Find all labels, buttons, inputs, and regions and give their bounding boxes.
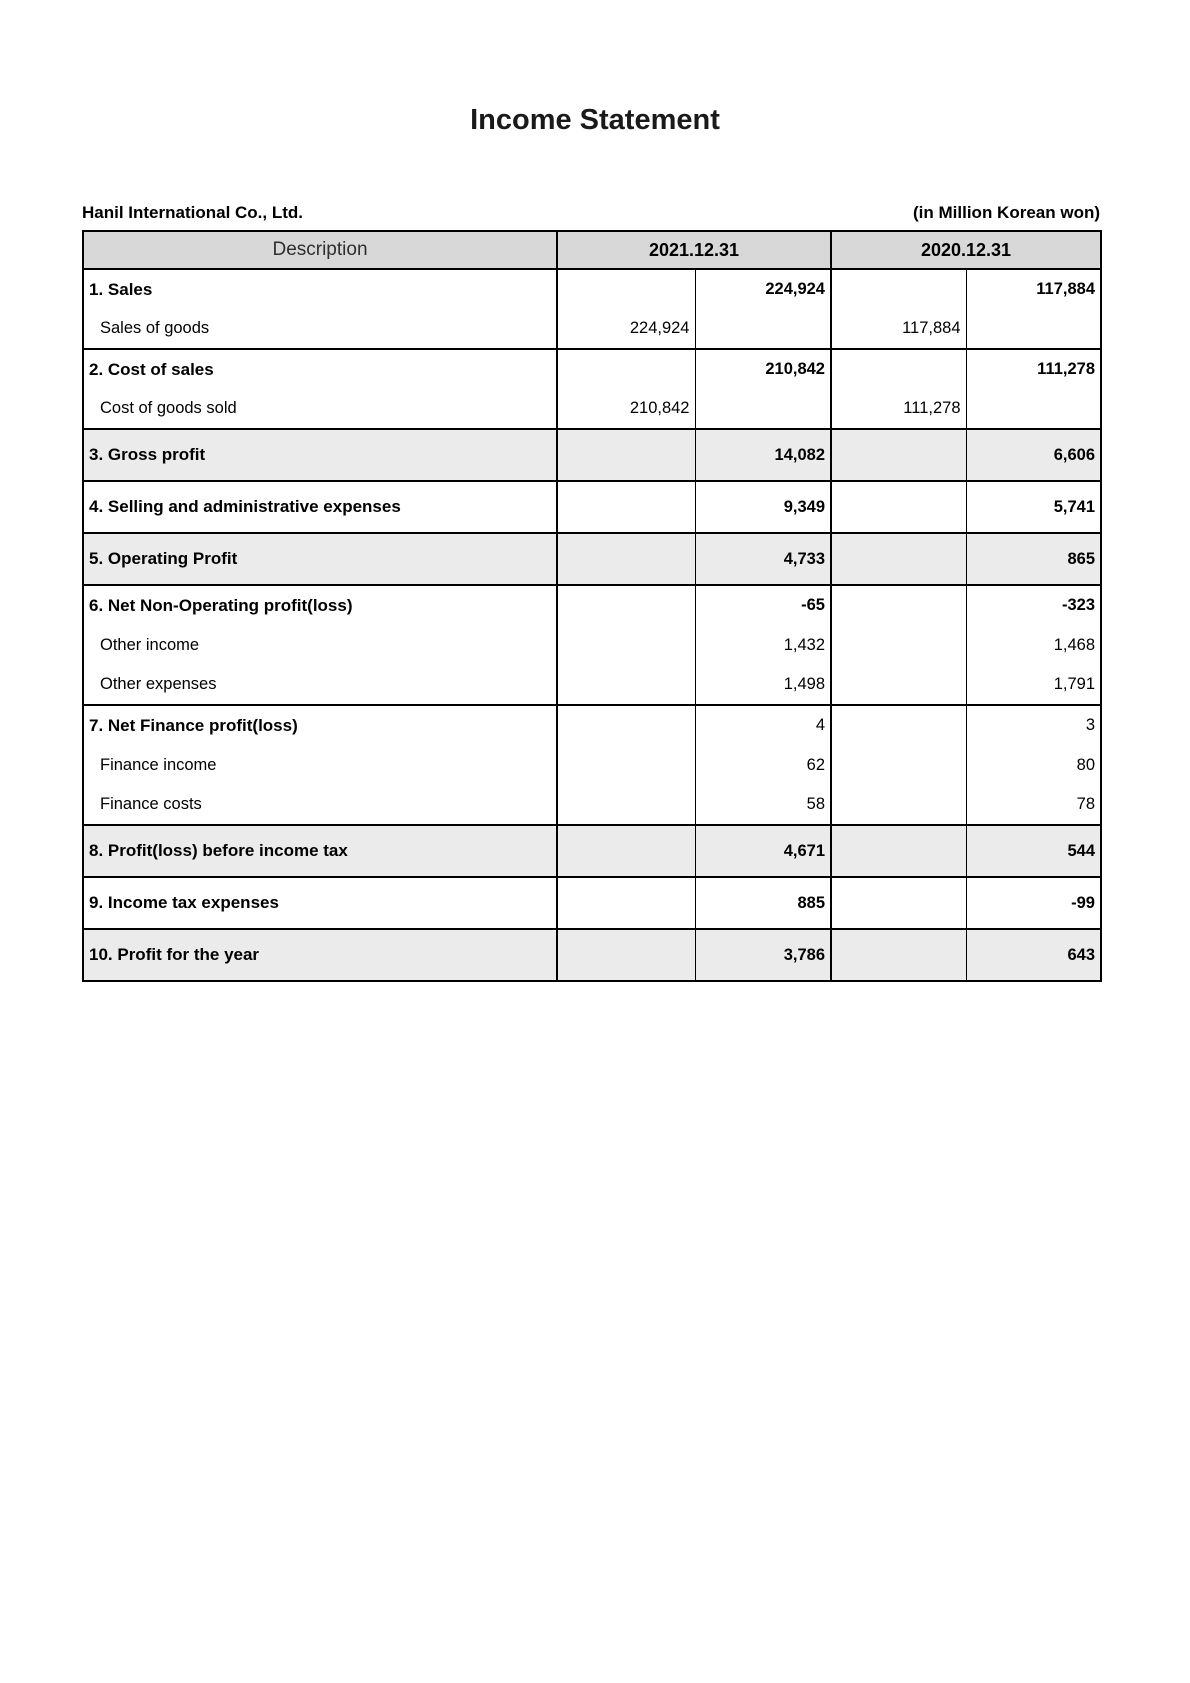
value-2020-detail [831,705,966,745]
row-label: 2. Cost of sales [83,349,557,389]
value-2021-total: 1,498 [695,665,831,705]
value-2021-detail [557,429,695,481]
table-row [83,533,1101,585]
value-2021-total: 58 [695,785,831,825]
value-2021-total: 224,924 [695,269,831,309]
page-title: Income Statement [470,104,720,136]
value-2020-detail [831,533,966,585]
table-row [83,745,1101,785]
value-2020-detail [831,825,966,877]
value-2021-total [695,389,831,429]
table-header-description: Description [83,231,557,269]
table-row [83,349,1101,389]
value-2021-total: 1,432 [695,625,831,665]
value-2021-detail [557,705,695,745]
value-2021-detail [557,825,695,877]
value-2020-total: 544 [966,825,1101,877]
value-2021-detail: 224,924 [557,309,695,349]
value-2021-detail [557,745,695,785]
row-label: Sales of goods [83,309,557,349]
value-2020-total: 3 [966,705,1101,745]
value-2020-total: 643 [966,929,1101,981]
value-2021-total: 3,786 [695,929,831,981]
value-2020-detail [831,785,966,825]
company-name: Hanil International Co., Ltd. [82,203,303,222]
value-2020-total: 80 [1076,755,1095,774]
value-2021-detail [557,665,695,705]
row-label: 6. Net Non-Operating profit(loss) [83,585,557,625]
table-row [83,309,1101,349]
table-row [83,481,1101,533]
table-row [83,269,1101,309]
row-label: 3. Gross profit [83,429,557,481]
value-2020-total: 865 [966,533,1101,585]
value-2020-detail [831,429,966,481]
value-2020-detail [831,269,966,309]
value-2020-detail [831,349,966,389]
row-label: Cost of goods sold [83,389,557,429]
value-2020-total: 5,741 [966,481,1101,533]
row-label: 10. Profit for the year [83,929,557,981]
value-2020-total: -99 [966,877,1101,929]
value-2020-detail: 111,278 [831,389,966,429]
meta-row [82,203,1100,230]
row-label: Finance costs [83,785,557,825]
value-2021-total [695,309,831,349]
value-2021-detail [557,269,695,309]
value-2021-detail [557,929,695,981]
row-label: 8. Profit(loss) before income tax [83,825,557,877]
table-header-2021: 2021.12.31 [557,231,831,269]
value-2020-total: 117,884 [966,269,1101,309]
value-2021-detail [557,877,695,929]
value-2021-detail [557,585,695,625]
table-row [83,785,1101,825]
row-label: Other expenses [83,665,557,705]
table-row [83,389,1101,429]
row-label: 1. Sales [83,269,557,309]
value-2020-detail: 117,884 [831,309,966,349]
value-2021-total: 4,671 [695,825,831,877]
table-row [83,665,1101,705]
statement-sheet [82,203,1100,982]
value-2021-detail [557,625,695,665]
income-statement-table [82,230,1102,982]
value-2020-detail [831,665,966,705]
value-2021-detail [557,533,695,585]
value-2020-total: 6,606 [966,429,1101,481]
table-row [83,705,1101,745]
value-2021-detail [557,349,695,389]
value-2021-detail: 210,842 [557,389,695,429]
value-2021-total: -65 [695,585,831,625]
value-2021-total: 4,733 [695,533,831,585]
table-row [83,825,1101,877]
value-2020-detail [831,929,966,981]
value-2020-total [966,389,1101,429]
table-body [83,269,1101,981]
value-2020-total: -323 [966,585,1101,625]
value-2021-total: 14,082 [695,429,831,481]
value-2020-detail [831,481,966,533]
value-2020-total [966,309,1101,349]
value-2020-total: 1,468 [1053,635,1095,654]
value-2021-detail [557,785,695,825]
row-label: Other income [83,625,557,665]
row-label: Finance income [83,745,557,785]
row-label: 9. Income tax expenses [83,877,557,929]
value-2020-detail [831,625,966,665]
row-label: 7. Net Finance profit(loss) [83,705,557,745]
value-2021-total: 4 [695,705,831,745]
table-header-row [83,231,1101,269]
table-row [83,429,1101,481]
value-2020-detail [831,745,966,785]
value-2021-detail [557,481,695,533]
value-2020-detail [831,585,966,625]
table-row [83,929,1101,981]
value-2020-total: 78 [1076,795,1095,813]
value-2020-detail [831,877,966,929]
units-label: (in Million Korean won) [913,203,1100,222]
row-label: 4. Selling and administrative expenses [83,481,557,533]
table-row [83,625,1101,665]
row-label: 5. Operating Profit [83,533,557,585]
value-2020-total: 1,791 [1053,675,1095,693]
table-header-2020: 2020.12.31 [831,231,1101,269]
value-2021-total: 62 [695,745,831,785]
table-row [83,877,1101,929]
value-2020-total: 111,278 [966,349,1101,389]
table-row [83,585,1101,625]
value-2021-total: 210,842 [695,349,831,389]
value-2021-total: 885 [695,877,831,929]
value-2021-total: 9,349 [695,481,831,533]
